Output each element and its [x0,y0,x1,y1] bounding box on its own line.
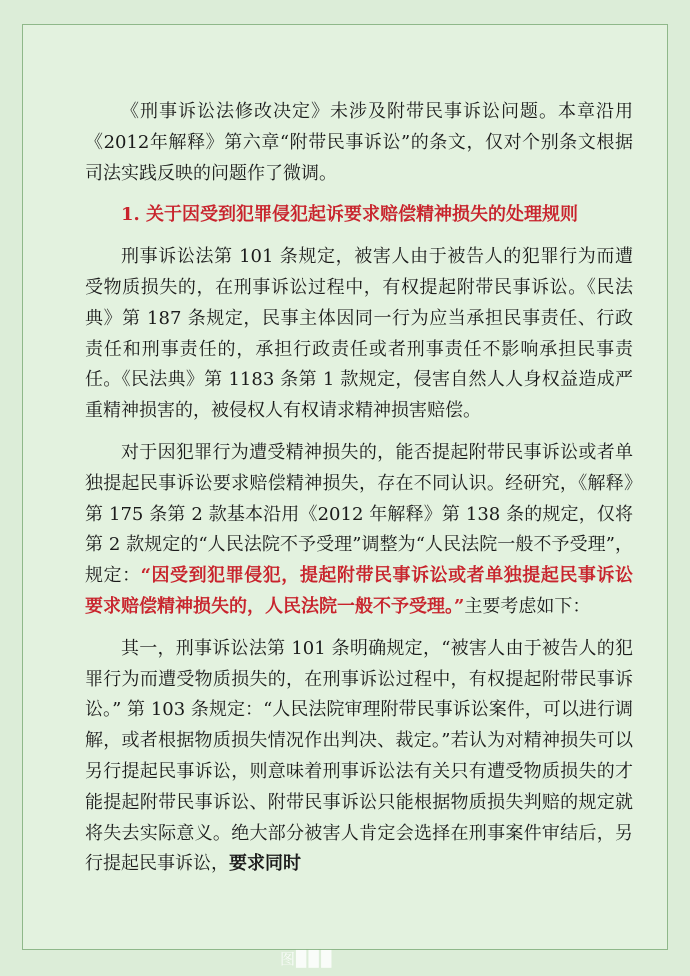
highlighted-rule: “因受到犯罪侵犯，提起附带民事诉讼或者单独提起民事诉讼要求赔偿精神损失的，人民法院一般不予受理。” [85,565,633,617]
analysis-tail: 主要考虑如下： [464,595,591,617]
reason-paragraph [85,634,633,880]
reason-bold-text: 要求同时 [229,853,301,875]
intro-paragraph: 《刑事诉讼法修改决定》未涉及附带民事诉讼问题。本章沿用《2012年解释》第六章“附带民事诉讼”的条文，仅对个别条文根据司法实践反映的问题作了微调。 [85,101,633,184]
document-body [85,97,633,891]
reason-text: 其一，刑事诉讼法第 101 条明确规定，“被害人由于被告人的犯罪行为而遭受物质损失的，在刑事诉讼过程中，有权提起附带民事诉讼。” 第 103 条规定：“人民法院审理附带民事诉讼案件，可以进行调解，或者根据物质损失情况作出判决、裁定。”若认为对精神损失可以另行提起民事诉讼，则意味着刑事诉讼法有关只有遭受物质损失的才能提起附带民事诉讼、附带民事诉讼只能根据物质损失判赔的规定就将失去实际意义。绝大部分被害人肯定会选择在刑事案件审结后，另行提起民事诉讼， [85,637,633,875]
section-heading: 1. 关于因受到犯罪侵犯起诉要求赔偿精神损失的处理规则 [121,204,579,226]
watermark: 图▉▉▉ [280,950,334,968]
analysis-text: 对于因犯罪行为遭受精神损失的，能否提起附带民事诉讼或者单独提起民事诉讼要求赔偿精神损失，存在不同认识。经研究，《解释》第 175 条第 2 款基本沿用《2012 年解释》第 138 条的规定，仅将第 2 款规定的“人民法院不予受理”调整为“人民法院一般不予受理”，规定： [85,441,633,587]
page-frame [22,24,668,950]
law-citation-paragraph: 刑事诉讼法第 101 条规定，被害人由于被告人的犯罪行为而遭受物质损失的，在刑事诉讼过程中，有权提起附带民事诉讼。《民法典》第 187 条规定，民事主体因同一行为应当承担民事责任、行政责任和刑事责任的，承担行政责任或者刑事责任不影响承担民事责任。《民法典》第 1183 条第 1 款规定，侵害自然人人身权益造成严重精神损害的，被侵权人有权请求精神损害赔偿。 [85,246,633,422]
analysis-paragraph [85,438,633,623]
